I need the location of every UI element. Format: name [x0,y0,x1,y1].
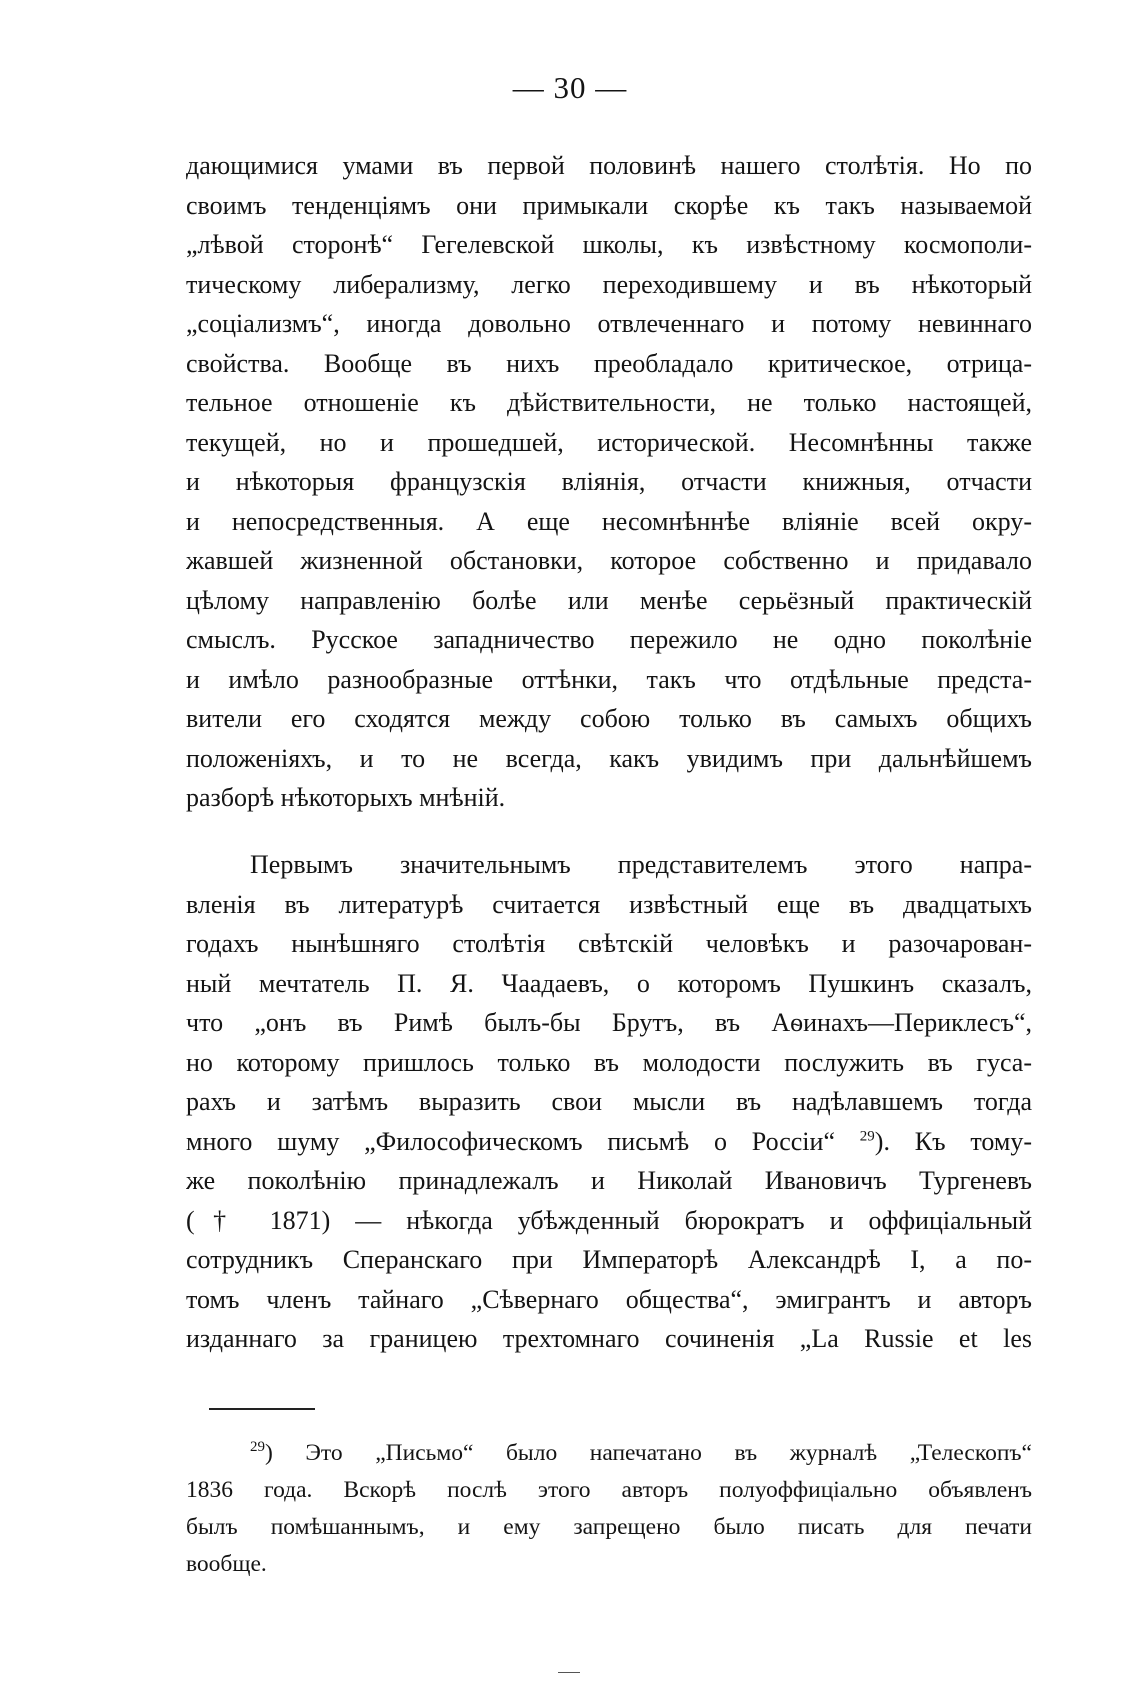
footnote-reference: 29 [859,1127,875,1144]
text-line: изданнаго за границею трехтомнаго сочиненія „La Russie et les [186,1324,1032,1353]
text-line: смыслъ. Русское западничество пережило не одно поколѣніе [186,625,1032,654]
page-number: — 30 — [512,70,628,105]
text-line: ный мечтатель П. Я. Чаадаевъ, о которомъ Пушкинъ сказалъ, [186,968,1032,998]
footnote-block [186,1435,1032,1583]
text-line: тическому либерализму, легко переходившему и въ нѣкоторый [186,269,1032,299]
bottom-mark [558,1672,580,1673]
text-line: вленія въ литературѣ считается извѣстный еще въ двадцатыхъ [186,889,1032,919]
text-line: († 1871) — нѣкогда убѣжденный бюрократъ и оффиціальный [186,1205,1032,1235]
text-line [186,1122,1032,1162]
text-line: тельное отношеніе къ дѣйствительности, не только настоящей, [186,388,1032,417]
footnote-divider [209,1408,315,1410]
text-segment: ). Къ тому- [874,1126,1032,1156]
text-line: вители его сходятся между собою только въ самыхъ общихъ [186,704,1032,733]
text-line: дающимися умами въ первой половинѣ нашего столѣтія. Но по [186,151,1032,180]
footnote-marker: 29 [250,1439,265,1456]
body-paragraph-2 [186,845,1032,1359]
text-line: томъ членъ тайнаго „Сѣвернаго общества“, эмигрантъ и авторъ [186,1284,1032,1314]
text-line: Первымъ значительнымъ представителемъ этого напра- [250,850,1032,879]
footnote-line: былъ помѣшаннымъ, и ему запрещено было писать для печати [186,1514,1032,1540]
text-line: „лѣвой сторонѣ“ Гегелевской школы, къ извѣстному космополи- [186,230,1032,259]
text-line: своимъ тенденціямъ они примыкали скорѣе къ такъ называемой [186,190,1032,220]
text-line: же поколѣнію принадлежалъ и Николай Ивановичъ Тургеневъ [186,1166,1032,1195]
text-line: рахъ и затѣмъ выразить свои мысли въ надѣлавшемъ тогда [186,1087,1032,1116]
text-segment: много шуму „Философическомъ письмѣ о Россіи“ [186,1126,860,1156]
text-line: но которому пришлось только въ молодости послужить въ гуса- [186,1047,1032,1077]
text-line: цѣлому направленію болѣе или менѣе серьёзный практическій [186,585,1032,615]
text-segment: ) Это „Письмо“ было напечатано въ журналѣ „Телескопъ“ [265,1440,1032,1466]
text-line: положеніяхъ, и то не всегда, какъ увидимъ при дальнѣйшемъ [186,743,1032,773]
text-line: жавшей жизненной обстановки, которое собственно и придавало [186,546,1032,575]
text-line: что „онъ въ Римѣ былъ-бы Брутъ, въ Аѳинахъ—Периклесъ“, [186,1008,1032,1037]
text-line: „соціализмъ“, иногда довольно отвлеченнаго и потому невиннаго [186,309,1032,338]
text-line: и непосредственныя. А еще несомнѣннѣе вліяніе всей окру- [186,506,1032,536]
footnote-line: 1836 года. Вскорѣ послѣ этого авторъ полуоффиціально объявленъ [186,1477,1032,1503]
footnote-line [186,1435,1032,1472]
text-line: текущей, но и прошедшей, исторической. Несомнѣнны также [186,427,1032,457]
text-line: свойства. Вообще въ нихъ преобладало критическое, отрица- [186,348,1032,378]
footnote-line: вообще. [186,1551,267,1577]
body-paragraph-1 [186,146,1032,818]
text-line: разборѣ нѣкоторыхъ мнѣній. [186,783,506,812]
text-line: и имѣло разнообразные оттѣнки, такъ что отдѣльные предста- [186,664,1032,694]
text-line: сотрудникъ Сперанскаго при Императорѣ Александрѣ I, а по- [186,1245,1032,1274]
text-line: годахъ нынѣшняго столѣтія свѣтскій человѣкъ и разочарован- [186,929,1032,958]
text-line: и нѣкоторыя французскія вліянія, отчасти книжныя, отчасти [186,467,1032,496]
